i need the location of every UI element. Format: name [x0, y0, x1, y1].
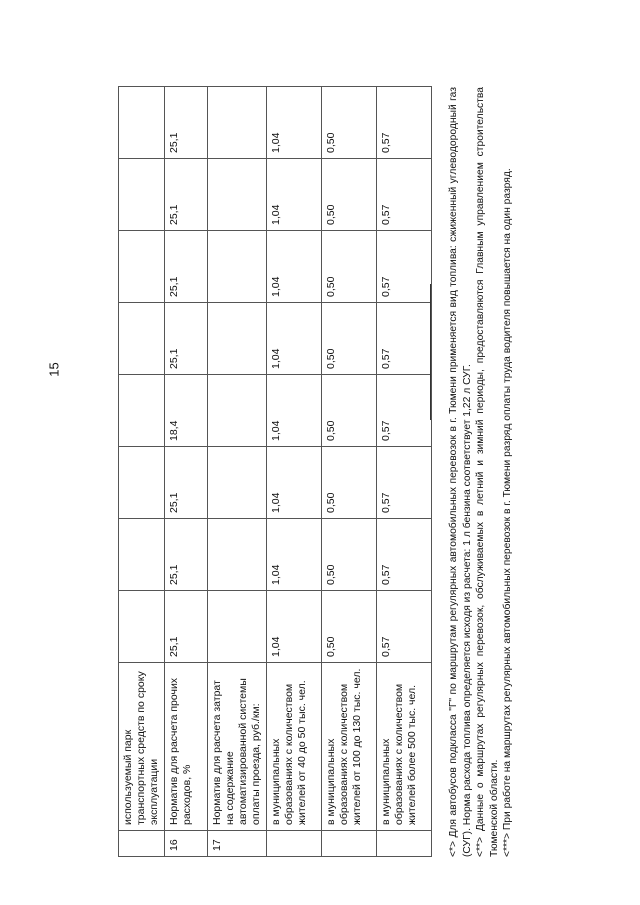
value-cell: [119, 87, 165, 159]
value-cell: [119, 303, 165, 375]
value-cell: 25,1: [165, 231, 208, 303]
value-cell: 0,57: [377, 519, 432, 591]
value-cell: 25,1: [165, 447, 208, 519]
value-cell: 1,04: [267, 159, 322, 231]
value-cell: 0,57: [377, 447, 432, 519]
table-row: [267, 87, 322, 857]
footnote-1: <*> Для автобусов подкласса "Г" по маршрутам регулярных автомобильных перевозок в г. Тюмени применяется вид топлива: сжиженный углеводородный газ (СУГ). Норма расхода топлива определяется исходя из расчета: 1 л бензина соответствует 1,22 л СУГ.: [448, 87, 473, 857]
table-row: [322, 87, 377, 857]
value-cell: 0,50: [322, 591, 377, 663]
value-cell: [208, 519, 267, 591]
row-number-cell: [377, 831, 432, 857]
value-cell: 0,50: [322, 231, 377, 303]
value-cell: 0,50: [322, 303, 377, 375]
row-description-cell: в муниципальных образованиях с количеством жителей от 40 до 50 тыс. чел.: [267, 663, 322, 831]
row-description-cell: используемый парк транспортных средств по сроку эксплуатации: [119, 663, 165, 831]
value-cell: 25,1: [165, 303, 208, 375]
tariff-table: [118, 86, 432, 857]
page-number: 15: [46, 362, 62, 377]
value-cell: 25,1: [165, 159, 208, 231]
value-cell: 25,1: [165, 591, 208, 663]
value-cell: [208, 231, 267, 303]
row-number-cell: [267, 831, 322, 857]
footnotes: [447, 87, 515, 857]
row-number-cell: 16: [165, 831, 208, 857]
value-cell: 0,57: [377, 87, 432, 159]
table-body: [119, 87, 432, 857]
value-cell: 0,57: [377, 303, 432, 375]
table-row: [208, 87, 267, 857]
table-row: [165, 87, 208, 857]
row-number-cell: [322, 831, 377, 857]
value-cell: [208, 447, 267, 519]
value-cell: 0,50: [322, 375, 377, 447]
row-description-cell: Норматив для расчета прочих расходов, %: [165, 663, 208, 831]
value-cell: 25,1: [165, 87, 208, 159]
value-cell: 1,04: [267, 303, 322, 375]
footnote-separator: [430, 284, 431, 420]
value-cell: 0,57: [377, 375, 432, 447]
footnote-2: <**> Данные о маршрутах регулярных перевозок, обслуживаемых в летний и зимний периоды, предоставляются Главным управлением строительства Тюменской области.: [475, 87, 500, 857]
value-cell: 0,57: [377, 231, 432, 303]
value-cell: 0,57: [377, 159, 432, 231]
row-number-cell: [119, 831, 165, 857]
value-cell: 1,04: [267, 375, 322, 447]
value-cell: [119, 519, 165, 591]
row-number-cell: 17: [208, 831, 267, 857]
row-description-cell: Норматив для расчета затрат на содержание автоматизированной системы оплаты проезда, руб./км:: [208, 663, 267, 831]
value-cell: 25,1: [165, 519, 208, 591]
value-cell: 1,04: [267, 519, 322, 591]
value-cell: [119, 159, 165, 231]
value-cell: 18,4: [165, 375, 208, 447]
row-description-cell: в муниципальных образованиях с количеством жителей более 500 тыс. чел.: [377, 663, 432, 831]
value-cell: 0,50: [322, 159, 377, 231]
value-cell: [119, 447, 165, 519]
value-cell: 0,50: [322, 447, 377, 519]
value-cell: [208, 87, 267, 159]
value-cell: [208, 159, 267, 231]
value-cell: 1,04: [267, 447, 322, 519]
table-row: [377, 87, 432, 857]
table-row: [119, 87, 165, 857]
value-cell: [119, 591, 165, 663]
value-cell: 0,50: [322, 87, 377, 159]
value-cell: 1,04: [267, 87, 322, 159]
row-description-cell: в муниципальных образованиях с количеством жителей от 100 до 130 тыс. чел.: [322, 663, 377, 831]
value-cell: 1,04: [267, 591, 322, 663]
value-cell: [208, 591, 267, 663]
value-cell: [208, 375, 267, 447]
footnote-3: <***> При работе на маршрутах регулярных автомобильных перевозок в г. Тюмени разряд оплаты труда водителя повышается на один разряд.: [502, 168, 514, 857]
value-cell: [119, 231, 165, 303]
value-cell: 1,04: [267, 231, 322, 303]
value-cell: [119, 375, 165, 447]
value-cell: 0,57: [377, 591, 432, 663]
value-cell: 0,50: [322, 519, 377, 591]
value-cell: [208, 303, 267, 375]
tariff-table-area: [118, 87, 432, 857]
